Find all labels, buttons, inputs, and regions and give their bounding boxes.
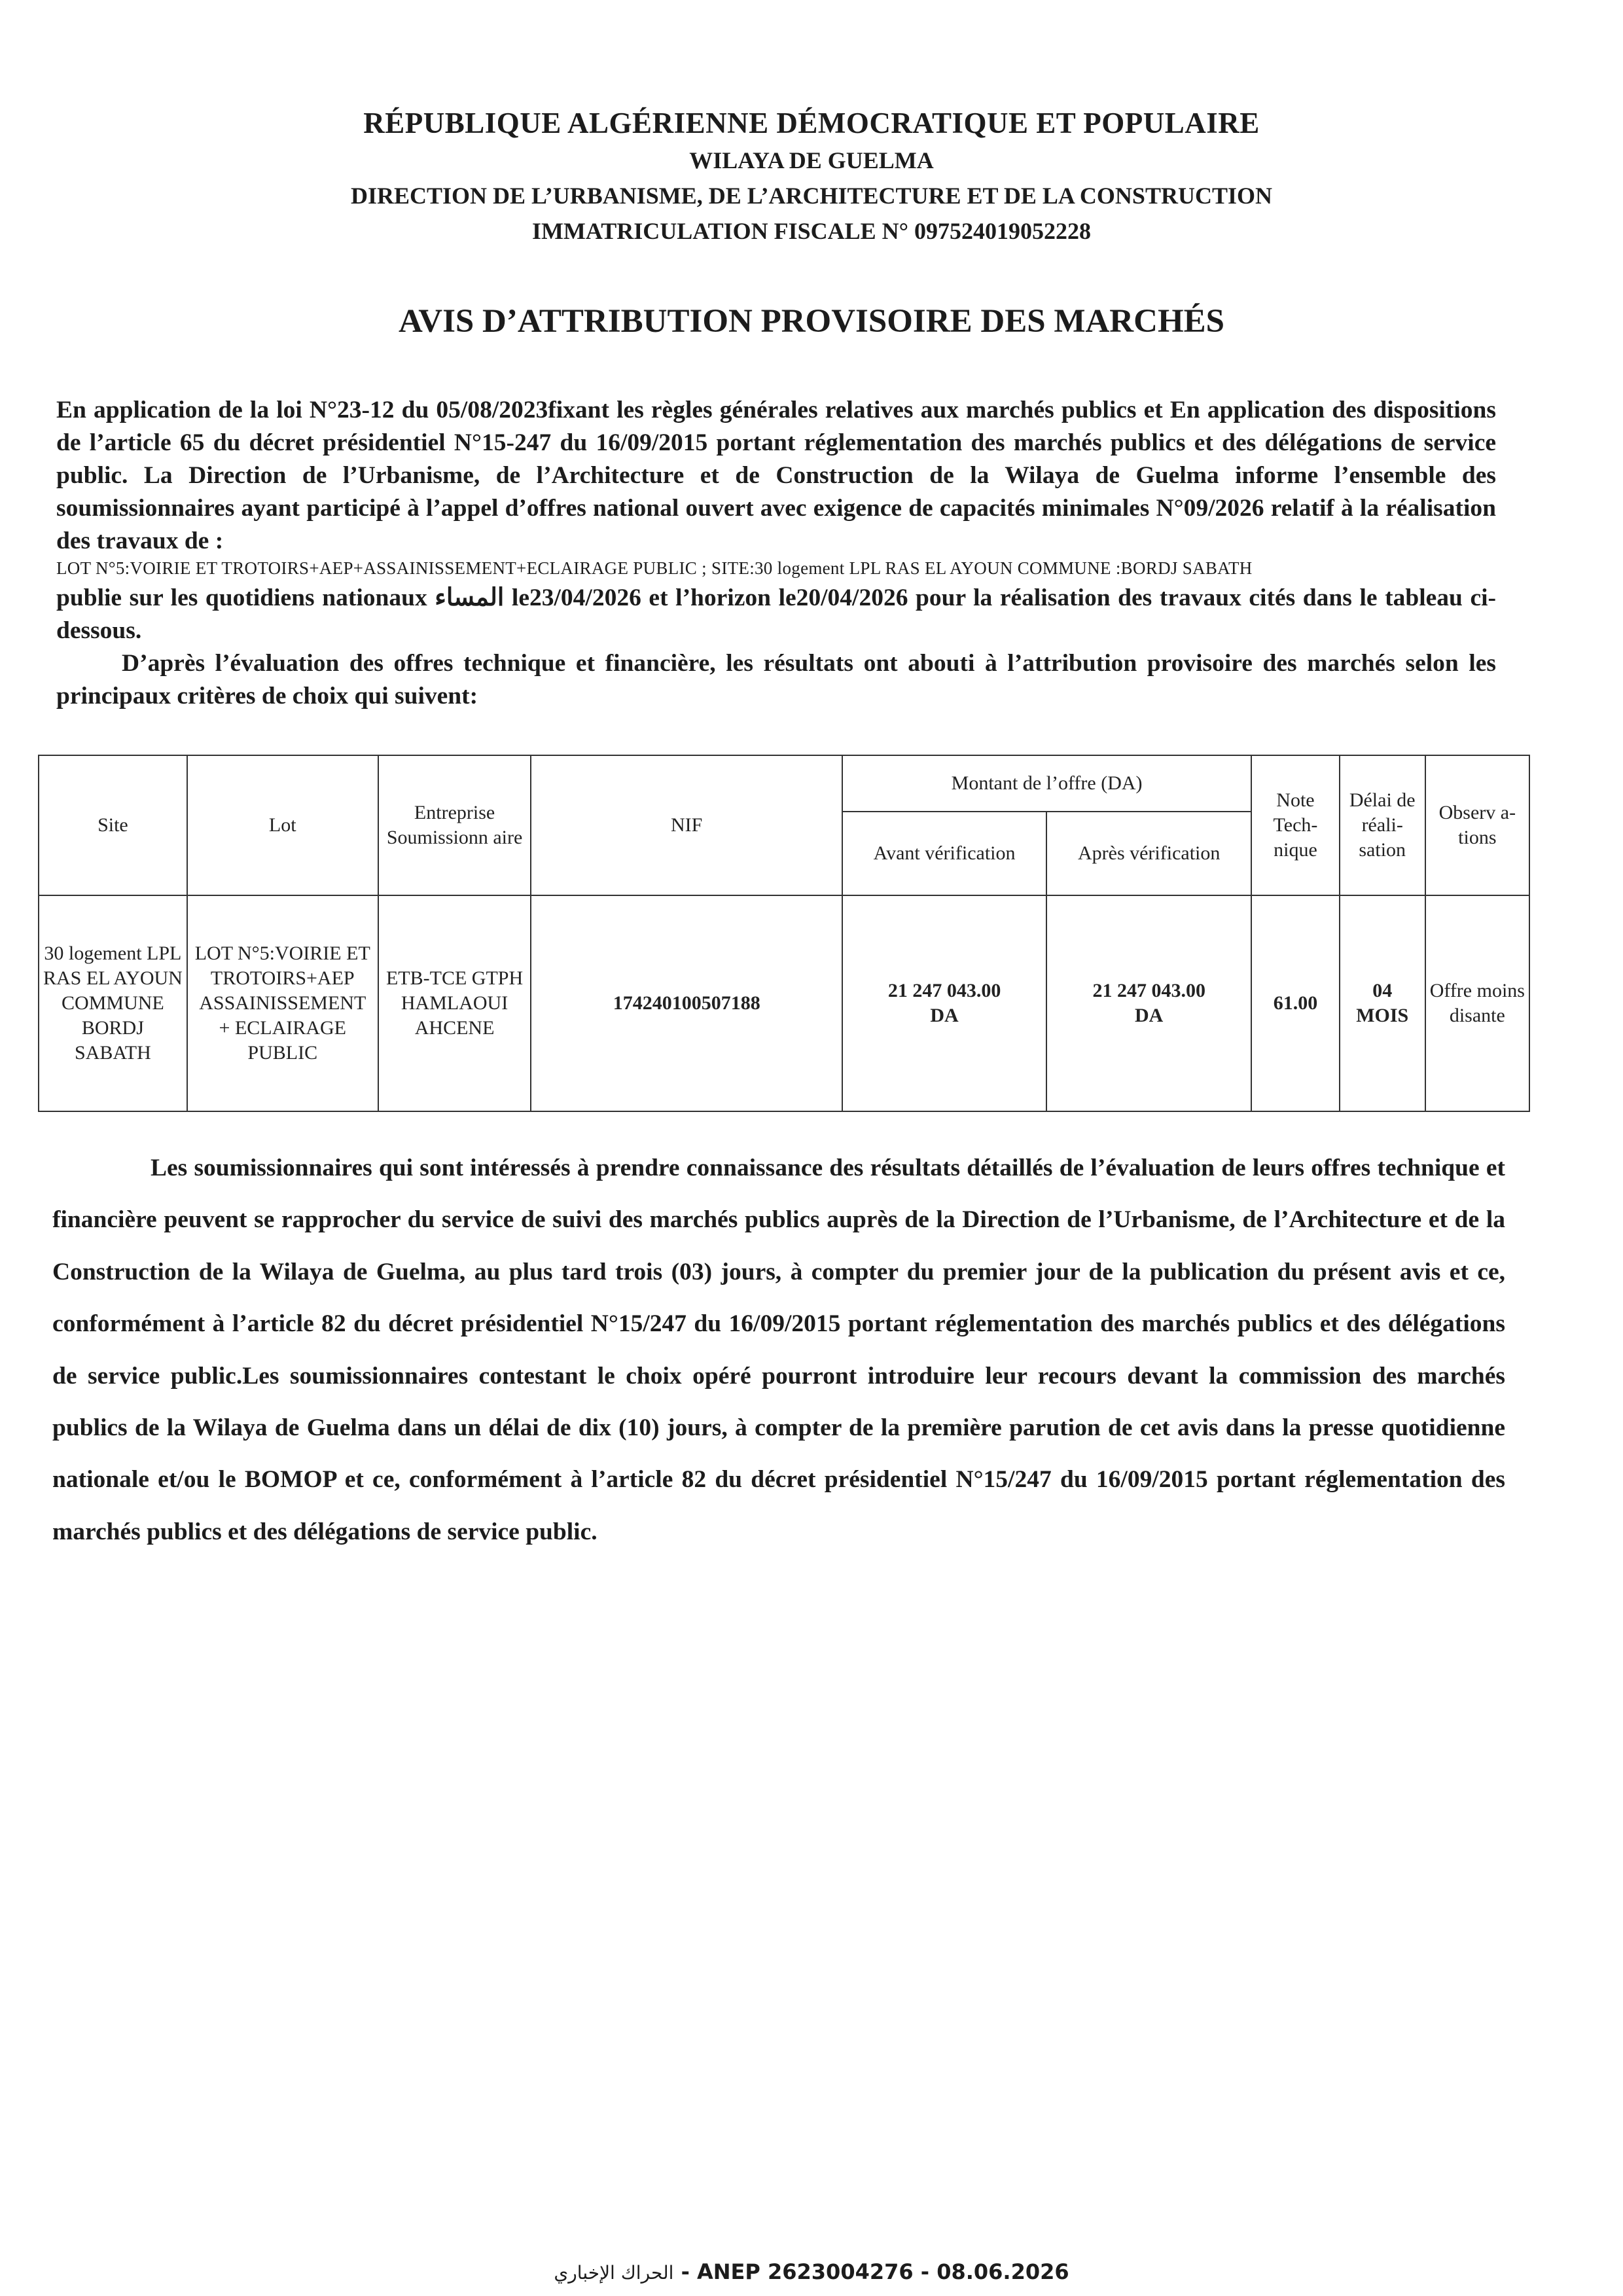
cell-nif: 174240100507188 (531, 895, 842, 1111)
lot-line: LOT N°5:VOIRIE ET TROTOIRS+AEP+ASSAINISSEMENT+ECLAIRAGE PUBLIC ; SITE:30 logement LPL RAS EL AYOUN COMMUNE :BORDJ SABATH (56, 558, 1253, 578)
apres-currency: DA (1135, 1005, 1164, 1026)
intro-section (56, 394, 1496, 713)
results-table (38, 755, 1530, 1112)
cell-avant-verification (842, 895, 1046, 1111)
cell-lot: LOT N°5:VOIRIE ET TROTOIRS+AEP ASSAINISSEMENT + ECLAIRAGE PUBLIC (187, 895, 378, 1111)
page-title: AVIS D’ATTRIBUTION PROVISOIRE DES MARCHÉS (398, 303, 1225, 340)
cell-delai (1340, 895, 1425, 1111)
cell-site: 30 logement LPL RAS EL AYOUN COMMUNE BORDJ SABATH (39, 895, 187, 1111)
header-montant: Montant de l’offre (DA) (842, 755, 1251, 812)
document-header (0, 103, 1623, 249)
avant-amount: 21 247 043.00 (887, 980, 1001, 1001)
header-entreprise: Entreprise Soumissionn aire (378, 755, 531, 895)
delai-number: 04 (1372, 980, 1393, 1001)
publication-paragraph: publie sur les quotidiens nationaux المساء le23/04/2026 et l’horizon le20/04/2026 pour la réalisation des travaux cités dans le tableau ci-dessous. (56, 584, 1496, 644)
intro-paragraph: En application de la loi N°23-12 du 05/08/2023fixant les règles générales relatives aux marchés publics et En application des dispositions de l’article 65 du décret présidentiel N°15-247 du 16/09/2015 portant réglementation des marchés publics et des délégations de service public. La Direction de l’Urbanisme, de l’Architecture et de Construction de la Wilaya de Guelma informe l’ensemble des soumissionnaires ayant participé à l’appel d’offres national ouvert avec exigence de capacités minimales N°09/2026 relatif à la réalisation des travaux de : (56, 397, 1496, 554)
header-lot: Lot (187, 755, 378, 895)
closing-section (52, 1142, 1505, 1558)
header-note: Note Tech-nique (1251, 755, 1340, 895)
direction-line: DIRECTION DE L’URBANISME, DE L’ARCHITECTURE ET DE LA CONSTRUCTION (351, 183, 1272, 209)
fiscal-line: IMMATRICULATION FISCALE N° 097524019052228 (531, 218, 1092, 244)
avant-currency: DA (930, 1005, 959, 1026)
cell-observations: Offre moins disante (1425, 895, 1529, 1111)
header-nif: NIF (531, 755, 842, 895)
header-site: Site (39, 755, 187, 895)
footer-publication: الحراك الإخباري (554, 2262, 674, 2284)
wilaya-line: WILAYA DE GUELMA (689, 147, 934, 173)
results-table-wrapper (38, 755, 1530, 1112)
header-observations: Observ a-tions (1425, 755, 1529, 895)
cell-apres-verification (1046, 895, 1251, 1111)
republic-line: RÉPUBLIQUE ALGÉRIENNE DÉMOCRATIQUE ET POPULAIRE (363, 107, 1260, 139)
header-delai: Délai de réali-sation (1340, 755, 1425, 895)
cell-entreprise: ETB-TCE GTPH HAMLAOUI AHCENE (378, 895, 531, 1111)
header-apres-verification: Après vérification (1046, 812, 1251, 895)
header-avant-verification: Avant vérification (842, 812, 1046, 895)
page-footer (0, 2259, 1623, 2284)
delai-unit: MOIS (1356, 1005, 1409, 1026)
closing-paragraph: Les soumissionnaires qui sont intéressés à prendre connaissance des résultats détaillés de l’évaluation de leurs offres technique et financière peuvent se rapprocher du service de suivi des marchés publics auprès de la Direction de l’Urbanisme, de l’Architecture et de la Construction de la Wilaya de Guelma, au plus tard trois (03) jours, à compter du premier jour de la publication du présent avis et ce, conformément à l’article 82 du décret présidentiel N°15/247 du 16/09/2015 portant réglementation des marchés publics et des délégations de service public.Les soumissionnaires contestant le choix opéré pourront introduire leur recours devant la commission des marchés publics de la Wilaya de Guelma dans un délai de dix (10) jours, à compter de la première parution de cet avis dans la presse quotidienne nationale et/ou le BOMOP et ce, conformément à l’article 82 du décret présidentiel N°15/247 du 16/09/2015 portant réglementation des marchés publics et des délégations de service public. (52, 1155, 1505, 1545)
cell-note: 61.00 (1251, 895, 1340, 1111)
table-row (39, 895, 1529, 1111)
evaluation-paragraph: D’après l’évaluation des offres technique et financière, les résultats ont abouti à l’attribution provisoire des marchés selon les principaux critères de choix qui suivent: (56, 650, 1496, 709)
footer-reference: - ANEP 2623004276 - 08.06.2026 (681, 2259, 1069, 2284)
apres-amount: 21 247 043.00 (1092, 980, 1205, 1001)
